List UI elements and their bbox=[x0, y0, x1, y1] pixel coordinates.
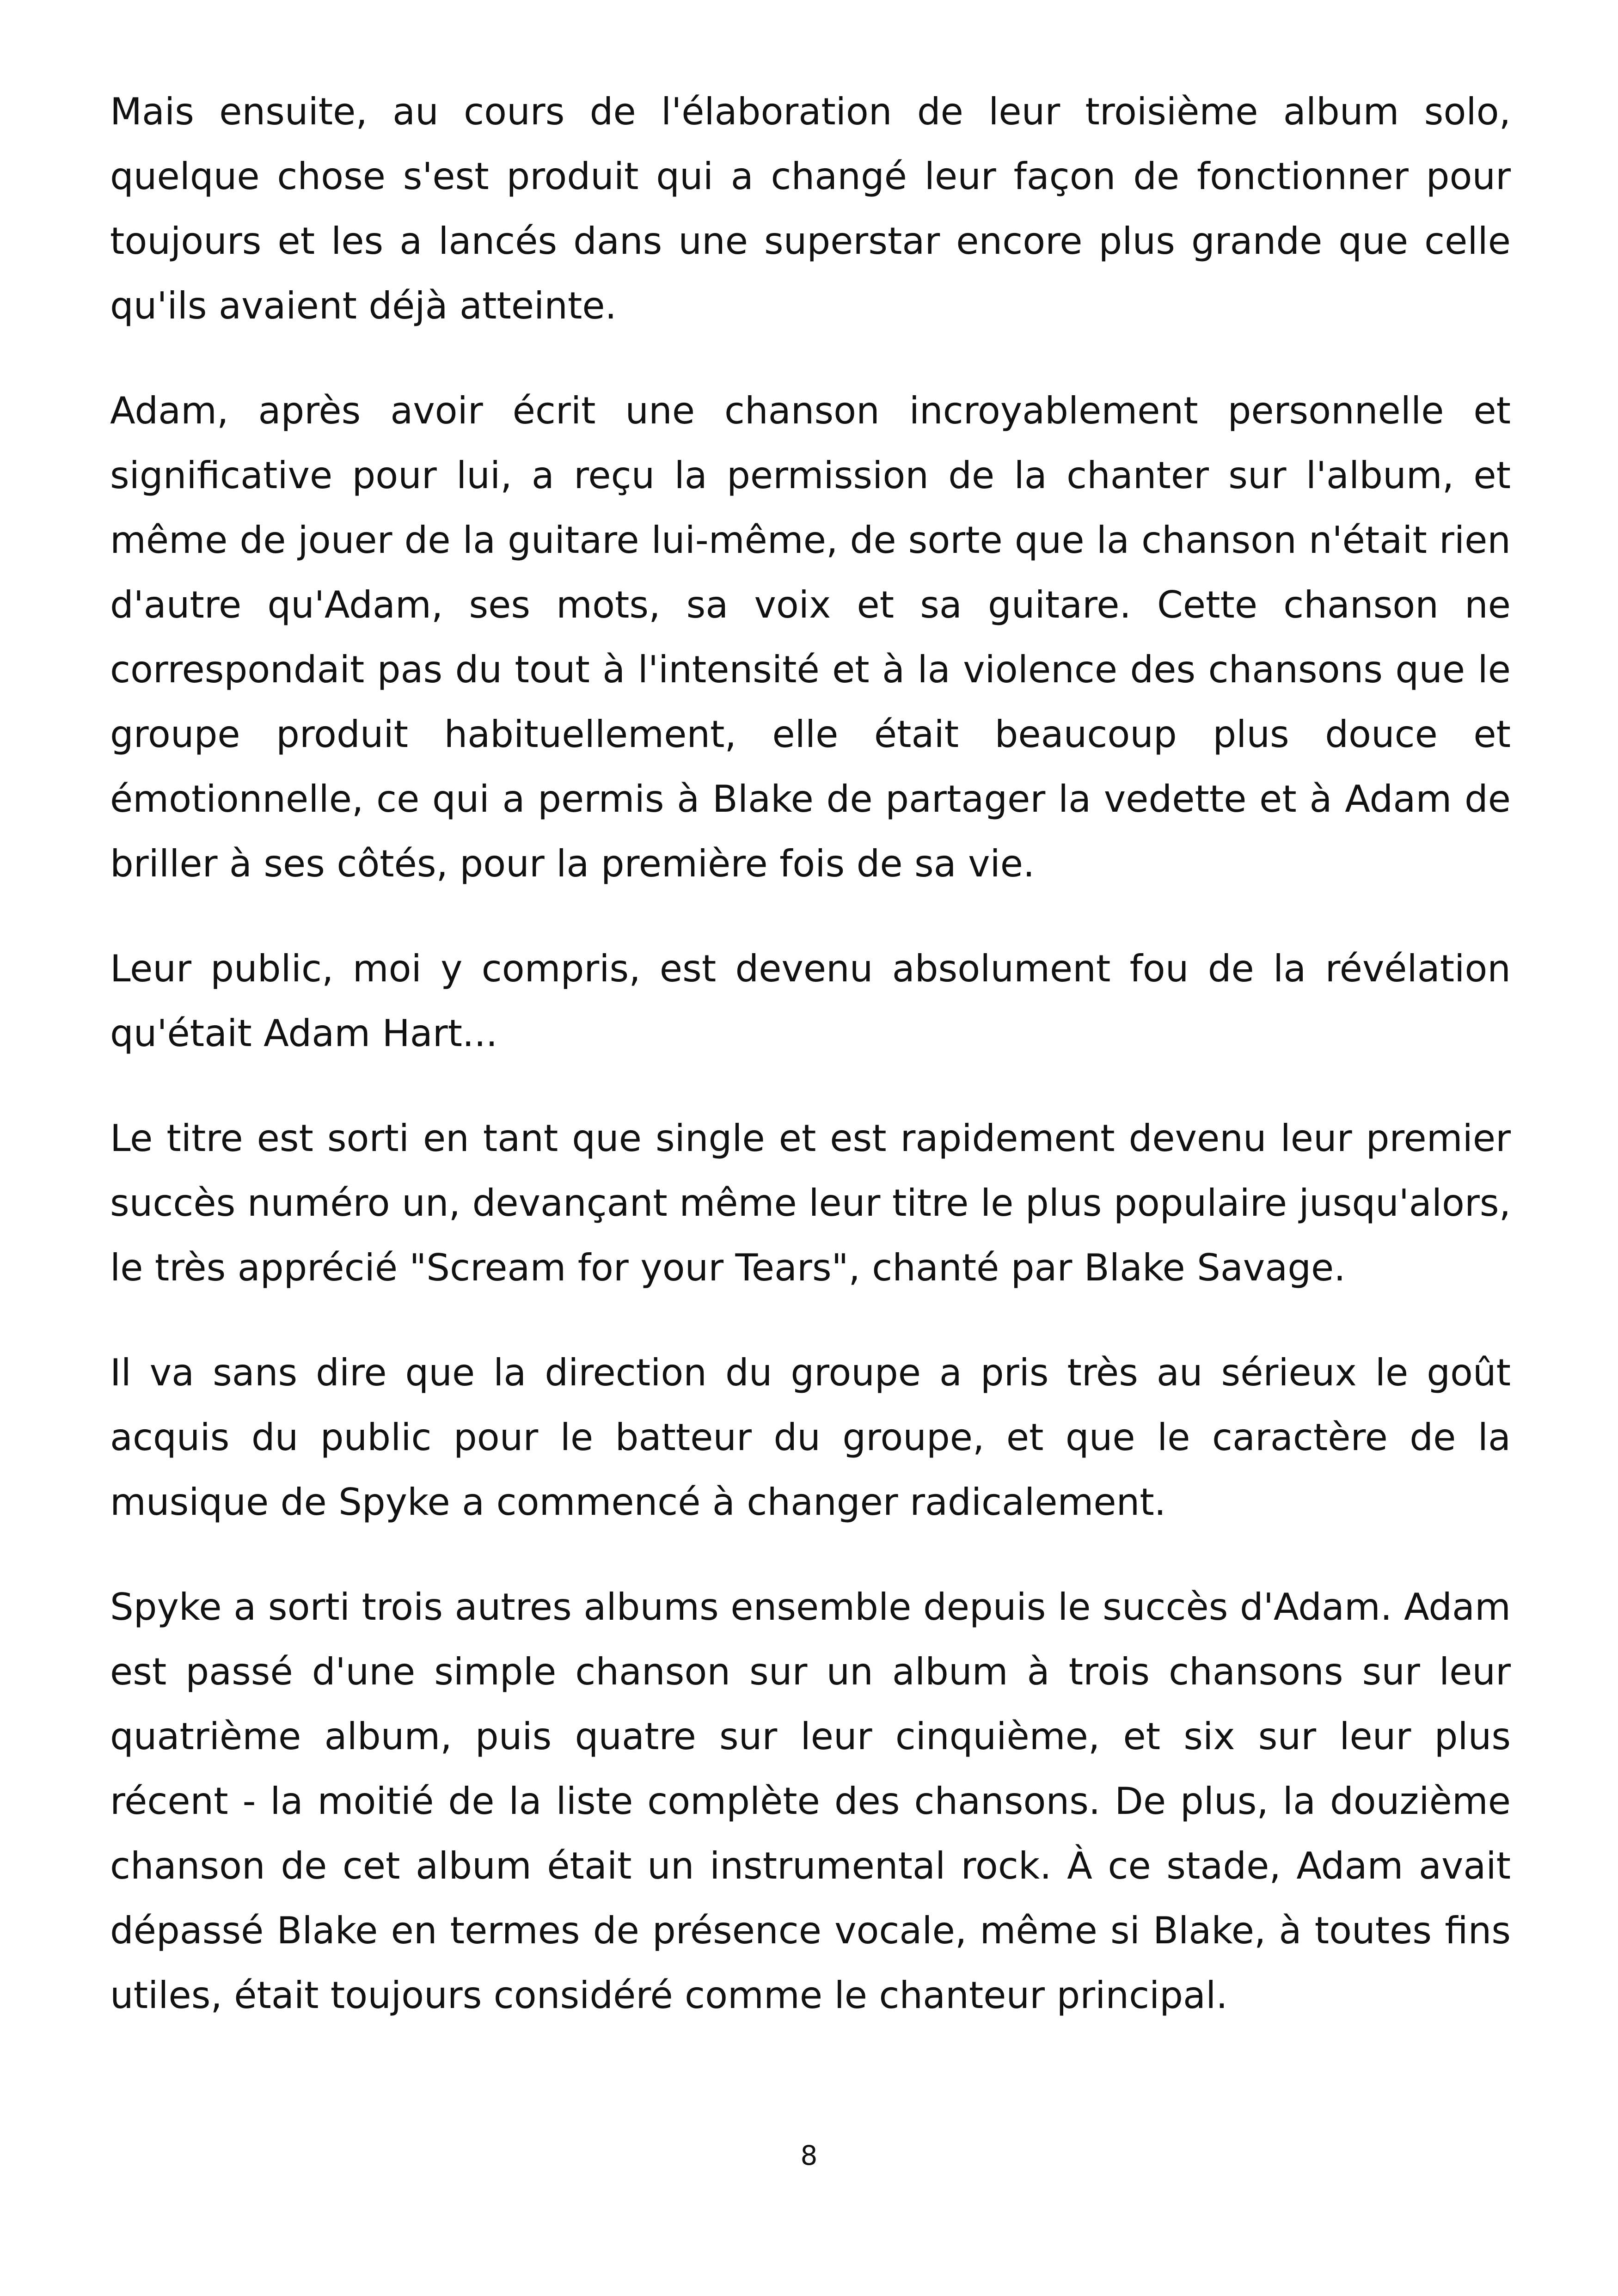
paragraph: Le titre est sorti en tant que single et est rapidement devenu leur premier succès numéro un, devançant même leur titre le plus populaire jusqu'alors, le très apprécié "Scream for your Tears", chanté par Blake Savage. bbox=[110, 1117, 1511, 1289]
page-number: 8 bbox=[800, 2140, 818, 2171]
paragraph: Leur public, moi y compris, est devenu absolument fou de la révélation qu'était Adam Hart... bbox=[110, 947, 1511, 1055]
body-text bbox=[110, 80, 1511, 2068]
paragraph: Adam, après avoir écrit une chanson incroyablement personnelle et significative pour lui, a reçu la permission de la chanter sur l'album, et même de jouer de la guitare lui-même, de sorte que la chanson n'était rien d'autre qu'Adam, ses mots, sa voix et sa guitare. Cette chanson ne correspondait pas du tout à l'intensité et à la violence des chansons que le groupe produit habituellement, elle était beaucoup plus douce et émotionnelle, ce qui a permis à Blake de partager la vedette et à Adam de briller à ses côtés, pour la première fois de sa vie. bbox=[110, 389, 1511, 885]
paragraph: Il va sans dire que la direction du groupe a pris très au sérieux le goût acquis du public pour le batteur du groupe, et que le caractère de la musique de Spyke a commencé à changer radicalement. bbox=[110, 1351, 1511, 1524]
paragraph: Spyke a sorti trois autres albums ensemble depuis le succès d'Adam. Adam est passé d'une simple chanson sur un album à trois chansons sur leur quatrième album, puis quatre sur leur cinquième, et six sur leur plus récent - la moitié de la liste complète des chansons. De plus, la douzième chanson de cet album était un instrumental rock. À ce stade, Adam avait dépassé Blake en termes de présence vocale, même si Blake, à toutes fins utiles, était toujours considéré comme le chanteur principal. bbox=[110, 1586, 1511, 2017]
paragraph: Mais ensuite, au cours de l'élaboration de leur troisième album solo, quelque chose s'est produit qui a changé leur façon de fonctionner pour toujours et les a lancés dans une superstar encore plus grande que celle qu'ils avaient déjà atteinte. bbox=[110, 90, 1511, 327]
